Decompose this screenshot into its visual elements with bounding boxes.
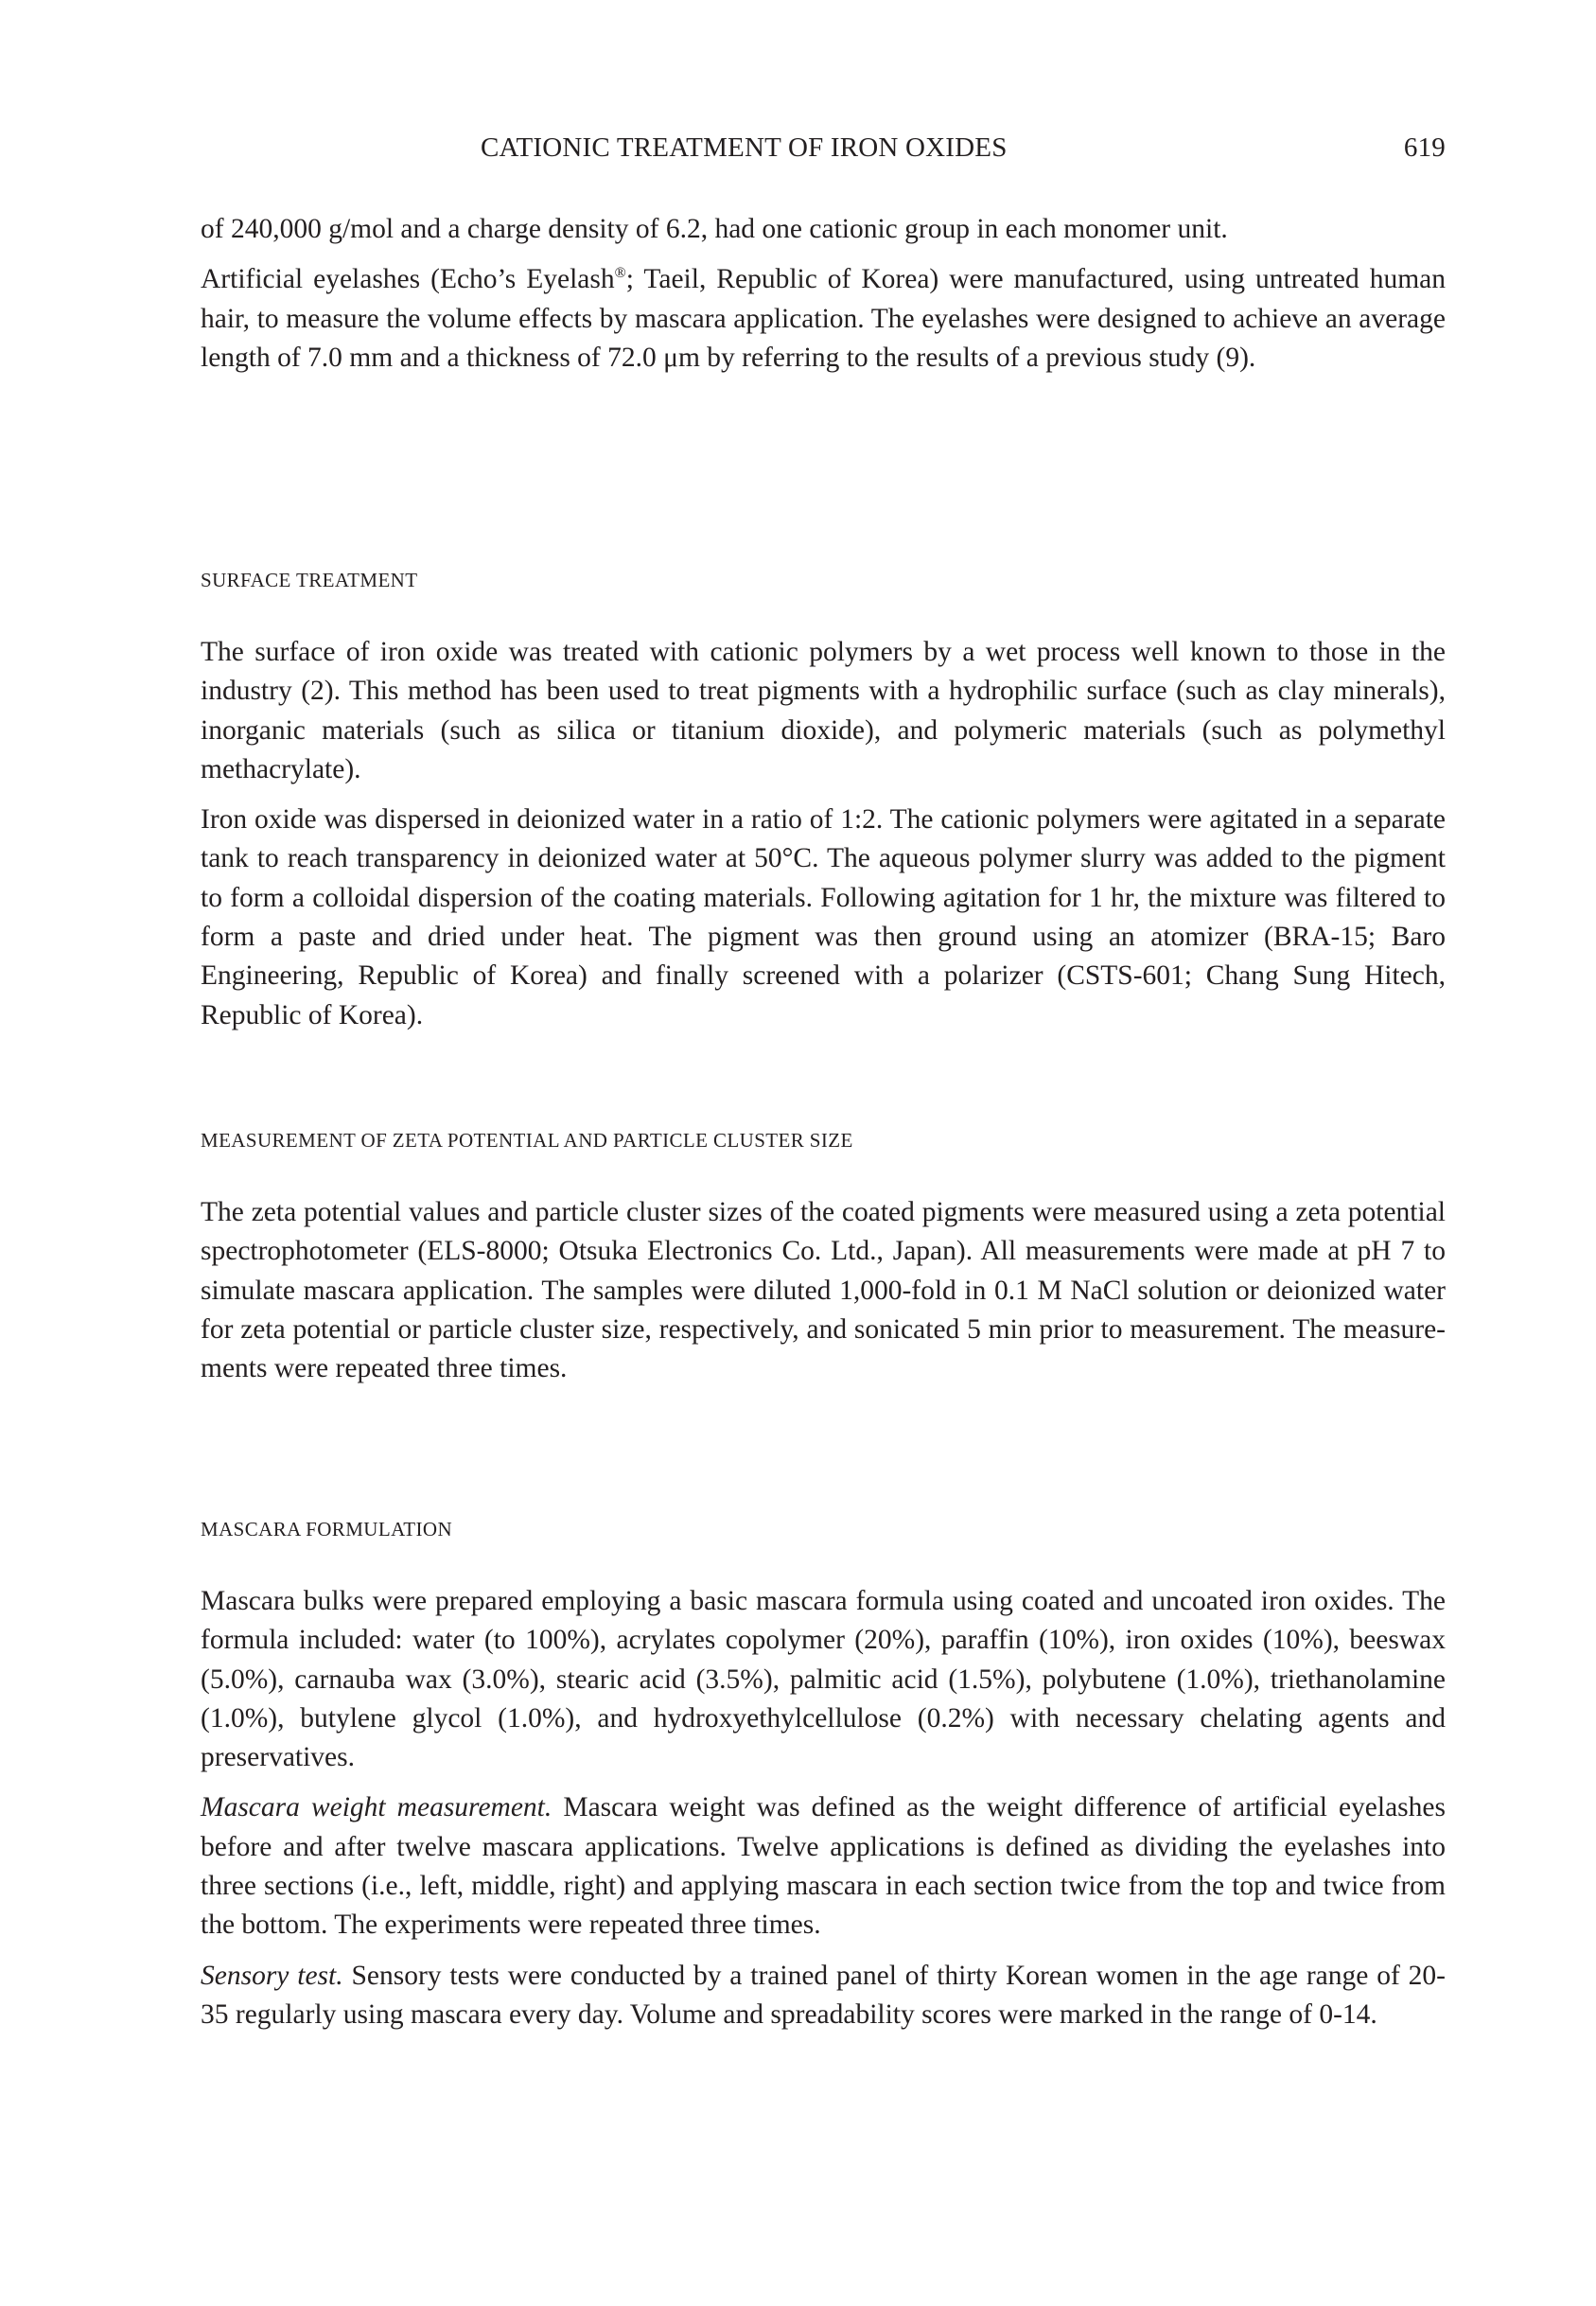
- paragraph: Artificial eyelashes (Echo’s Eyelash®; Taeil, Republic of Korea) were manufactured, using untreated human hair, to measure the volume effects by mascara application. The eyelashes were designed to achieve an average length of 7.0 mm and a thickness of 72.0 μm by referring to the results of a previous study (9).: [201, 264, 1446, 373]
- paragraph: The zeta potential values and particle cluster sizes of the coated pigments were measured using a zeta potential spectrophotometer (ELS-8000; Otsuka Electronics Co. Ltd., Japan). All measurements were made at pH 7 to simulate mascara application. The samples were diluted 1,000-fold in 0.1 M NaCl solution or deionized water for zeta potential or particle cluster size, respectively, and sonicated 5 min prior to measurement. The measurements were repeated three times.: [201, 1197, 1446, 1384]
- subsection-paragraph: Sensory test. Sensory tests were conducted by a trained panel of thirty Korean women in the age range of 20-35 regularly using mascara every day. Volume and spreadability scores were marked in the range of 0-14.: [201, 1960, 1446, 2030]
- paragraph: of 240,000 g/mol and a charge density of 6.2, had one cationic group in each monomer unit.: [201, 214, 1228, 244]
- section-body: [201, 633, 1446, 1035]
- run-in-heading: Sensory test.: [201, 1960, 343, 1991]
- paragraph: Iron oxide was dispersed in deionized water in a ratio of 1:2. The cationic polymers were agitated in a separate tank to reach transparency in deionized water at 50°C. The aqueous polymer slurry was added to the pigment to form a colloidal dispersion of the coating materials. Following agitation for 1 hr, the mixture was filtered to form a paste and dried under heat. The pigment was then ground using an atomizer (BRA-15; Baro Engineering, Republic of Korea) and finally screened with a polarizer (CSTS-601; Chang Sung Hitech, Republic of Korea).: [201, 804, 1446, 1030]
- section-body: [201, 1193, 1446, 1388]
- running-head: [201, 132, 1446, 170]
- run-in-heading: Mascara weight measurement.: [201, 1792, 552, 1823]
- running-title: CATIONIC TREATMENT OF IRON OXIDES: [481, 132, 1008, 163]
- subsection-paragraph: Mascara weight measurement. Mascara weight was defined as the weight difference of artificial eyelashes before and after twelve mascara applications. Twelve applications is defined as dividing the eyelashes into three sections (i.e., left, middle, right) and applying mascara in each section twice from the top and twice from the bottom. The experiments were repeated three times.: [201, 1792, 1446, 1941]
- registered-mark: ®: [614, 265, 626, 282]
- paragraph: Mascara bulks were prepared employing a basic mascara formula using coated and uncoated iron oxides. The formula included: water (to 100%), acrylates copolymer (20%), paraffin (10%), iron oxides (10%), beeswax (5.0%), carnauba wax (3.0%), stearic acid (3.5%), palmitic acid (1.5%), polybutene (1.0%), triethanolamine (1.0%), butylene glycol (1.0%), and hydroxyethylcellulose (0.2%) with necessary chelating agents and preservatives.: [201, 1586, 1446, 1773]
- section-body: [201, 1582, 1446, 2034]
- section-heading: SURFACE TREATMENT: [201, 569, 418, 591]
- section-heading: MASCARA FORMULATION: [201, 1518, 453, 1540]
- section-heading: MEASUREMENT OF ZETA POTENTIAL AND PARTICLE CLUSTER SIZE: [201, 1129, 853, 1152]
- page-number: 619: [1403, 132, 1446, 163]
- intro-text: [201, 210, 1446, 378]
- paragraph: The surface of iron oxide was treated with cationic polymers by a wet process well known to those in the industry (2). This method has been used to treat pigments with a hydrophilic surface (such as clay minerals), inorganic materials (such as silica or titanium dioxide), and polymeric materials (such as polymethyl methacrylate).: [201, 637, 1446, 784]
